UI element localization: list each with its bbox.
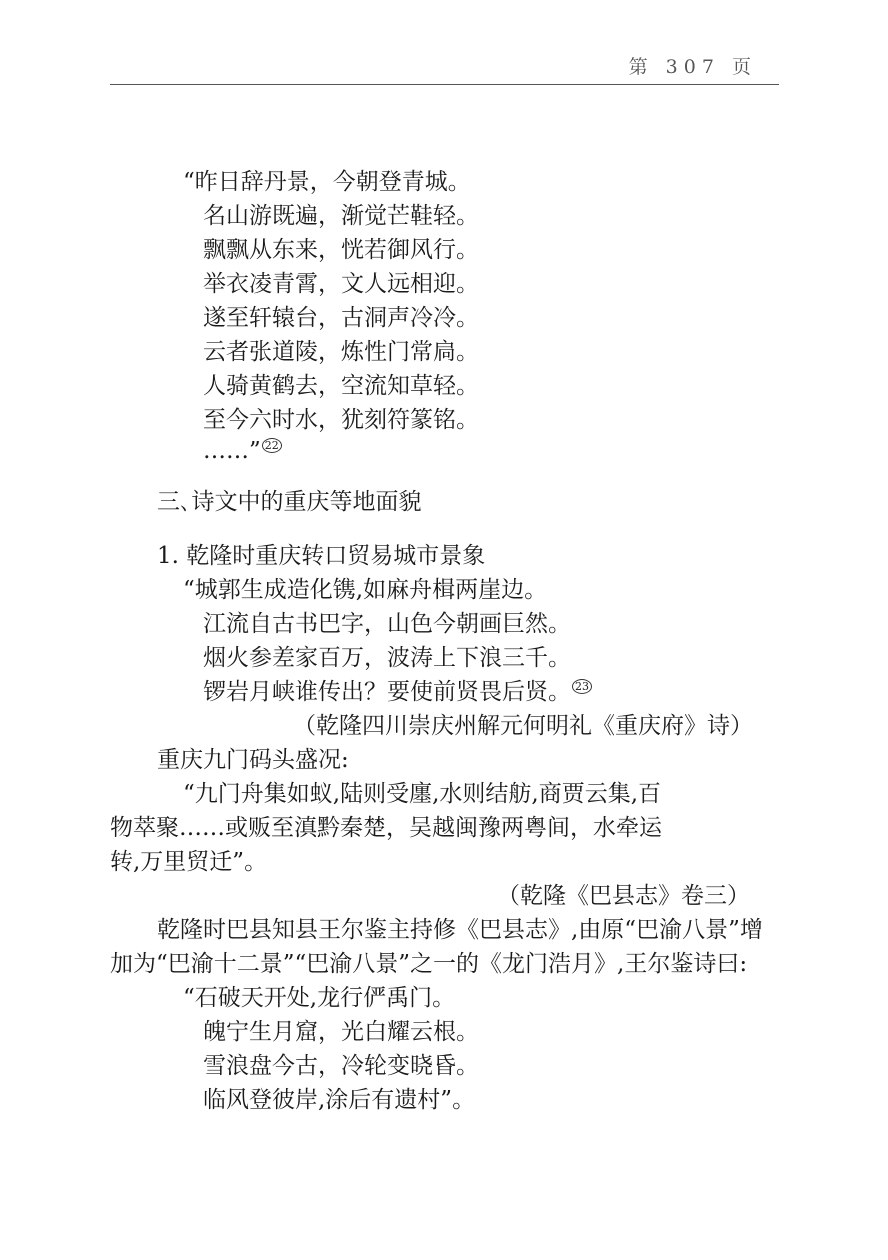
poem-line: “昨日辞丹景，今朝登青城。	[183, 169, 471, 195]
subsection-heading: 1. 乾隆时重庆转口贸易城市景象	[157, 543, 486, 569]
quote-line: 物萃聚……或贩至滇黔秦楚，吴越闽豫两粤间，水牵运	[110, 815, 662, 841]
section-title: 三､诗文中的重庆等地面貌	[157, 489, 422, 515]
quote-line: 转,万里贸迁”。	[110, 849, 268, 875]
paragraph-heading: 重庆九门码头盛况:	[157, 747, 349, 773]
poem-line: 临风登彼岸,涂后有遗村”。	[203, 1087, 476, 1113]
poem-line: 魄宁生月窟，光白耀云根。	[203, 1019, 479, 1045]
poem-line: 锣岩月峡谁传出？要使前贤畏后贤。 $^{23}$	[203, 681, 592, 704]
poem-line-ellipsis: ……” $^{22}$	[203, 440, 282, 463]
poem-line: 举衣凌青霄，文人远相迎。	[203, 271, 479, 297]
footnote-marker: 23	[572, 679, 592, 694]
paragraph-line: 加为“巴渝十二景”“巴渝八景”之一的《龙门浩月》,王尔鉴诗曰:	[110, 951, 748, 977]
footnote-marker: 22	[262, 438, 282, 453]
source-citation: （乾隆《巴县志》卷三）	[497, 883, 750, 909]
poem-line: 雪浪盘今古，冷轮变晓昏。	[203, 1053, 479, 1079]
poem-line: 江流自古书巴字，山色今朝画巨然。	[203, 611, 571, 637]
page-number: 第 307 页	[628, 56, 757, 78]
poem-line: “石破天开处,龙行俨禹门。	[183, 985, 456, 1011]
poem-line: 至今六时水，犹刻符篆铭。	[203, 407, 479, 433]
poem-line: 飘飘从东来，恍若御风行。	[203, 237, 479, 263]
poem-line: 遂至轩辕台，古洞声冷冷。	[203, 305, 479, 331]
poem-line: 名山游既遍，渐觉芒鞋轻。	[203, 203, 479, 229]
paragraph-line: 乾隆时巴县知县王尔鉴主持修《巴县志》,由原“巴渝八景”增	[157, 917, 763, 943]
poem-line: “城郭生成造化镌,如麻舟楫两崖边。	[183, 577, 548, 603]
poem-line: 烟火参差家百万，波涛上下浪三千。	[203, 645, 571, 671]
poem-line: 云者张道陵，炼性门常扃。	[203, 339, 479, 365]
quote-line: “九门舟集如蚁,陆则受廛,水则结舫,商贾云集,百	[183, 781, 662, 807]
source-citation: （乾隆四川崇庆州解元何明礼《重庆府》诗）	[293, 713, 753, 739]
poem-line: 人骑黄鹤去，空流知草轻。	[203, 373, 479, 399]
page-header	[110, 0, 779, 85]
